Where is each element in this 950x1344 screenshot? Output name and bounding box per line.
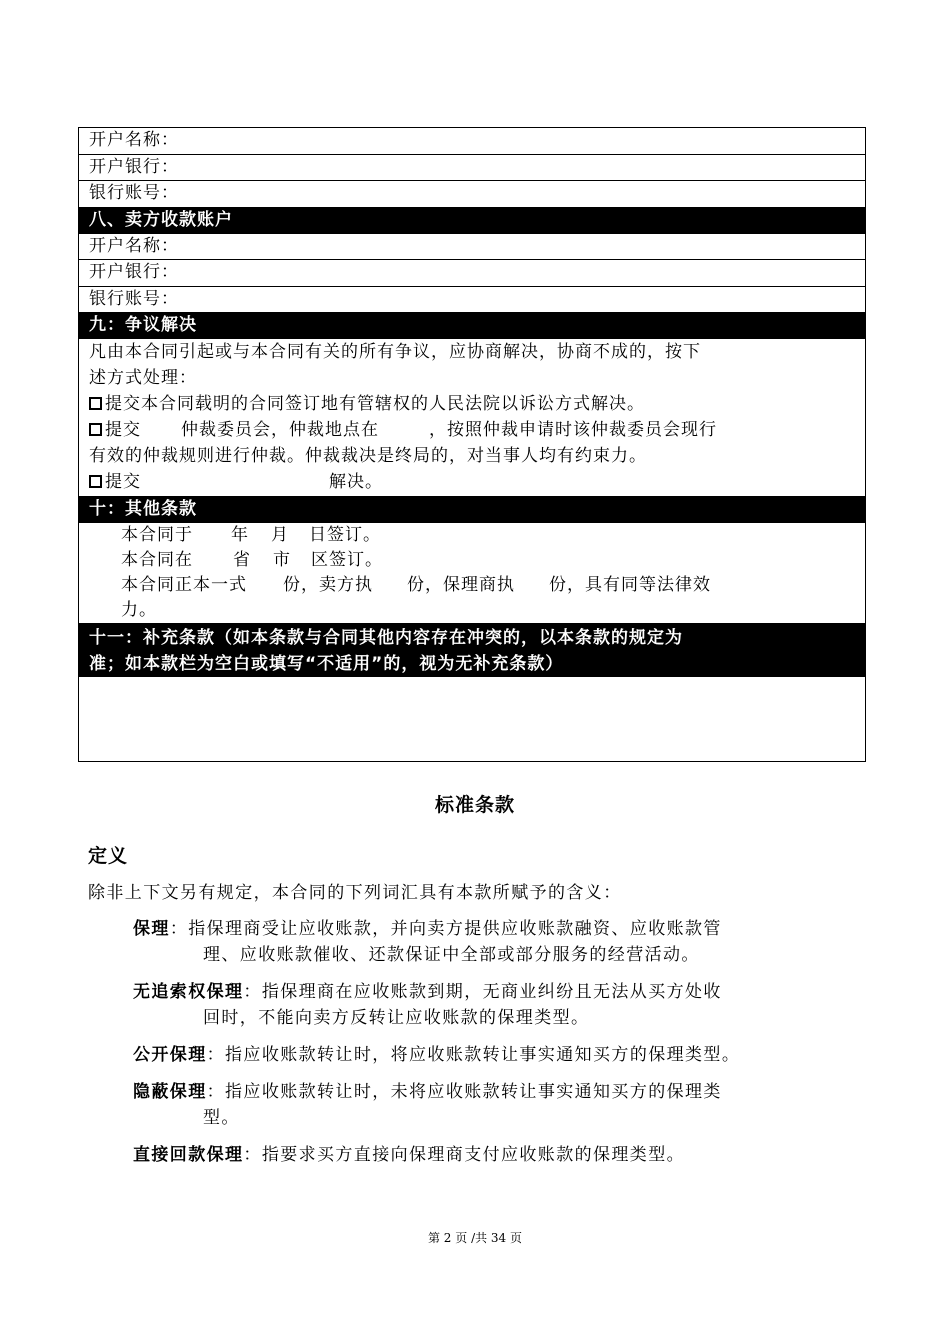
option-other-text-b: 解决。 <box>329 472 383 492</box>
dispute-option-other <box>79 469 865 497</box>
checkbox[interactable] <box>89 397 102 410</box>
option-court-text: 提交本合同载明的合同签订地有管辖权的人民法院以诉讼方式解决。 <box>105 394 645 414</box>
seller-account-name-row: 开户名称： <box>79 234 865 261</box>
option-arb-text-a: 提交 <box>105 420 141 440</box>
term-place-province: 省 <box>233 550 251 570</box>
term-name: 保理 <box>133 919 170 939</box>
definition-undisclosed-factoring <box>133 1079 866 1131</box>
dispute-intro <box>79 339 865 391</box>
definition-direct-payment-factoring <box>133 1142 866 1168</box>
other-term-date <box>79 523 865 548</box>
section-11-header <box>79 623 865 677</box>
page-footer: 第 2 页 /共 34 页 <box>427 1231 523 1245</box>
term-separator: ： <box>243 1145 262 1165</box>
definition-intro: 除非上下文另有规定，本合同的下列词汇具有本款所赋予的含义： <box>88 883 622 903</box>
section-11-header-line1: 十一：补充条款（如本条款与合同其他内容存在冲突的，以本条款的规定为 <box>89 628 683 648</box>
definition-disclosed-factoring <box>133 1042 866 1068</box>
definition-heading: 定义 <box>88 845 129 867</box>
section-8-header: 八、卖方收款账户 <box>79 208 865 234</box>
checkbox[interactable] <box>89 475 102 488</box>
dispute-intro-line2: 述方式处理： <box>89 368 197 388</box>
term-desc-line1: 指应收账款转让时，将应收账款转让事实通知买方的保理类型。 <box>225 1045 741 1065</box>
term-desc-line2: 理、应收账款催收、还款保证中全部或部分服务的经营活动。 <box>203 945 700 965</box>
term-separator: ： <box>243 982 262 1002</box>
definition-factoring <box>133 916 866 968</box>
section-10-header: 十：其他条款 <box>79 497 865 523</box>
term-place-district: 区签订。 <box>311 550 383 570</box>
seller-account-bank-row: 开户银行： <box>79 260 865 287</box>
seller-account-number-row: 银行账号： <box>79 287 865 314</box>
term-desc-line2: 型。 <box>203 1108 240 1128</box>
term-copies-text-d: 份，具有同等法律效 <box>549 575 711 595</box>
checkbox[interactable] <box>89 423 102 436</box>
option-arb-text-b: 仲裁委员会，仲裁地点在 <box>181 420 379 440</box>
term-desc-line1: 指要求买方直接向保理商支付应收账款的保理类型。 <box>261 1145 686 1165</box>
supplement-input-area[interactable] <box>79 677 865 761</box>
term-separator: ： <box>169 919 189 939</box>
term-desc-line2: 回时，不能向卖方反转让应收账款的保理类型。 <box>203 1008 590 1028</box>
section-11-header-line2: 准；如本款栏为空白或填写“不适用”的，视为无补充条款） <box>89 654 564 674</box>
term-place-text-a: 本合同在 <box>121 550 193 570</box>
term-date-year: 年 <box>231 525 249 545</box>
term-name: 隐蔽保理 <box>133 1082 207 1102</box>
term-desc-line1: 指保理商受让应收账款，并向卖方提供应收账款融资、应收账款管 <box>188 919 722 939</box>
standard-terms-title: 标准条款 <box>434 794 515 816</box>
term-copies-text-c: 份，保理商执 <box>407 575 515 595</box>
term-date-day: 日签订。 <box>309 525 381 545</box>
option-arb-text-line2: 有效的仲裁规则进行仲裁。仲裁裁决是终局的，对当事人均有约束力。 <box>89 446 647 466</box>
dispute-option-arbitration <box>79 417 865 469</box>
dispute-intro-line1: 凡由本合同引起或与本合同有关的所有争议，应协商解决，协商不成的，按下 <box>89 342 701 362</box>
buyer-account-bank-row: 开户银行： <box>79 155 865 182</box>
other-term-place <box>79 548 865 573</box>
term-name: 直接回款保理 <box>133 1145 244 1165</box>
term-separator: ： <box>206 1082 226 1102</box>
term-desc-line1: 指保理商在应收账款到期，无商业纠纷且无法从买方处收 <box>261 982 722 1002</box>
other-term-copies <box>79 573 865 623</box>
dispute-option-court <box>79 391 865 417</box>
option-other-text-a: 提交 <box>105 472 141 492</box>
option-arb-text-c: ，按照仲裁申请时该仲裁委员会现行 <box>429 420 717 440</box>
term-copies-text-b: 份，卖方执 <box>283 575 373 595</box>
section-9-header: 九：争议解决 <box>79 313 865 339</box>
buyer-account-name-row: 开户名称： <box>79 128 865 155</box>
term-copies-line2: 力。 <box>121 600 157 620</box>
term-desc-line1: 指应收账款转让时，未将应收账款转让事实通知买方的保理类 <box>225 1082 722 1102</box>
buyer-account-number-row: 银行账号： <box>79 181 865 208</box>
term-separator: ： <box>206 1045 226 1065</box>
term-copies-text-a: 本合同正本一式 <box>121 575 247 595</box>
term-date-month: 月 <box>271 525 289 545</box>
term-place-city: 市 <box>273 550 291 570</box>
term-date-text-a: 本合同于 <box>121 525 193 545</box>
term-name: 无追索权保理 <box>133 982 244 1002</box>
definition-non-recourse-factoring <box>133 979 866 1031</box>
term-name: 公开保理 <box>133 1045 207 1065</box>
contract-table <box>78 127 866 762</box>
